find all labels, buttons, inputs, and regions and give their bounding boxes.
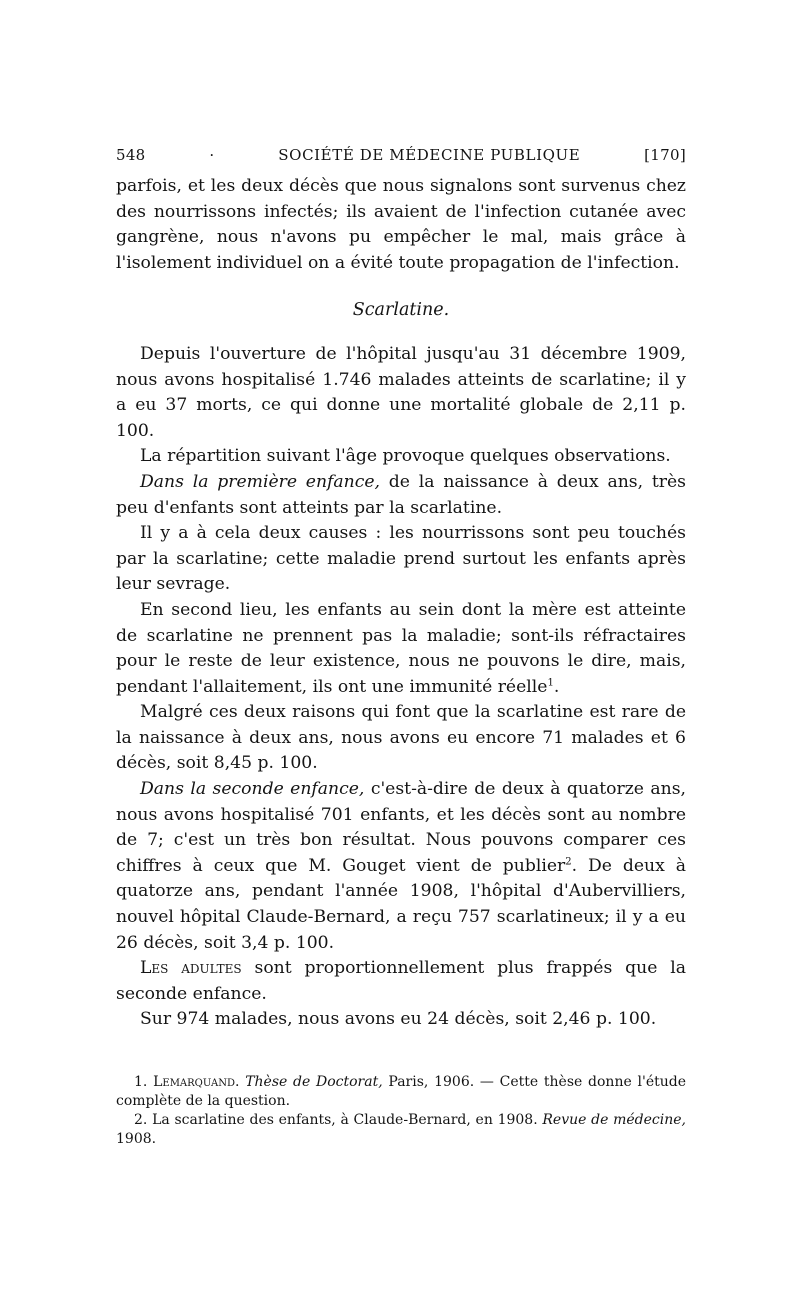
- paragraph-end: .: [553, 676, 560, 697]
- paragraph-adults: [116, 956, 686, 1007]
- footnote-author: Lemarquand.: [153, 1074, 240, 1090]
- footnote-1: [116, 1073, 686, 1111]
- paragraph-text: c'est-à-dire de deux à quatorze ans, nous avons hospitalisé 701 enfants, et les décès sont au nombre de 7; c'est un très bon résultat. Nous pouvons comparer ces chiffres à ceux que M. Gouget vient de publier: [116, 779, 686, 876]
- section-title: Scarlatine.: [352, 300, 450, 321]
- footnote-text: 1908.: [116, 1131, 157, 1147]
- footnote-number: 2.: [134, 1112, 148, 1128]
- book-page: [116, 146, 686, 1149]
- footnote-number: 1.: [134, 1074, 148, 1090]
- bracket-page-number: [170]: [644, 146, 686, 164]
- page-number: 548: [116, 146, 146, 164]
- paragraph-text: de la naissance à deux ans, très peu d'enfants sont atteints par la scarlatine.: [116, 471, 686, 518]
- footnote-title: Thèse de Doctorat,: [245, 1074, 383, 1090]
- paragraph-overview: Depuis l'ouverture de l'hôpital jusqu'au 31 décembre 1909, nous avons hospitalisé 1.746 malades atteints de scarlatine; il y a eu 37 morts, ce qui donne une mortalité globale de 2,11 p. 100.: [116, 343, 686, 441]
- footnotes: [116, 1073, 686, 1149]
- paragraph-two-causes: Il y a à cela deux causes : les nourrissons sont peu touchés par la scarlatine; cette maladie prend surtout les enfants après leur sevrage.: [116, 523, 686, 595]
- paragraph-age-distribution: La répartition suivant l'âge provoque quelques observations.: [140, 446, 671, 467]
- footnote-ref-1: 1: [547, 676, 554, 688]
- paragraph-text: sont proportionnellement plus frappés que la seconde enfance.: [116, 958, 686, 1004]
- paragraph-second-place: [116, 598, 686, 700]
- continued-paragraph: parfois, et les deux décès que nous signalons sont survenus chez des nourrissons infectés; ils avaient de l'infection cutanée avec gangrène, nous n'avons pu empêcher le mal, mais grâce à l'isolement individuel on a évité toute propagation de l'infection.: [116, 176, 686, 273]
- paragraph-despite: Malgré ces deux raisons qui font que la scarlatine est rare de la naissance à deux ans, nous avons eu encore 71 malades et 6 décès, soit 8,45 p. 100.: [116, 702, 686, 774]
- small-caps-adults: Les adultes: [140, 958, 242, 979]
- footnote-journal: Revue de médecine,: [542, 1112, 686, 1128]
- emphasis-first-childhood: Dans la première enfance,: [140, 471, 380, 492]
- emphasis-second-childhood: Dans la seconde enfance,: [140, 779, 365, 800]
- running-title: SOCIÉTÉ DE MÉDECINE PUBLIQUE: [278, 146, 581, 164]
- main-text: [116, 174, 686, 1033]
- footnote-text: Paris, 1906. — Cette thèse donne l'étude complète de la question.: [116, 1074, 686, 1109]
- paragraph-totals: Sur 974 malades, nous avons eu 24 décès, soit 2,46 p. 100.: [140, 1009, 657, 1030]
- paragraph-second-childhood: [116, 777, 686, 956]
- paragraph-first-childhood: [116, 470, 686, 521]
- header-separator: ·: [209, 146, 215, 164]
- running-header: [116, 146, 686, 164]
- paragraph-text: En second lieu, les enfants au sein dont la mère est atteinte de scarlatine ne prennent pas la maladie; sont-ils réfractaires pour le reste de leur existence, nous ne pouvons le dire, mais, pendant l'allaitement, ils ont une immunité réelle: [116, 599, 686, 697]
- footnote-2: [116, 1111, 686, 1149]
- footnote-ref-2: 2: [565, 856, 572, 868]
- footnote-text: La scarlatine des enfants, à Claude-Bernard, en 1908.: [147, 1112, 543, 1128]
- paragraph-text: . De deux à quatorze ans, pendant l'année 1908, l'hôpital d'Aubervilliers, nouvel hôpital Claude-Bernard, a reçu 757 scarlatineux; il y a eu 26 décès, soit 3,4 p. 100.: [116, 855, 686, 953]
